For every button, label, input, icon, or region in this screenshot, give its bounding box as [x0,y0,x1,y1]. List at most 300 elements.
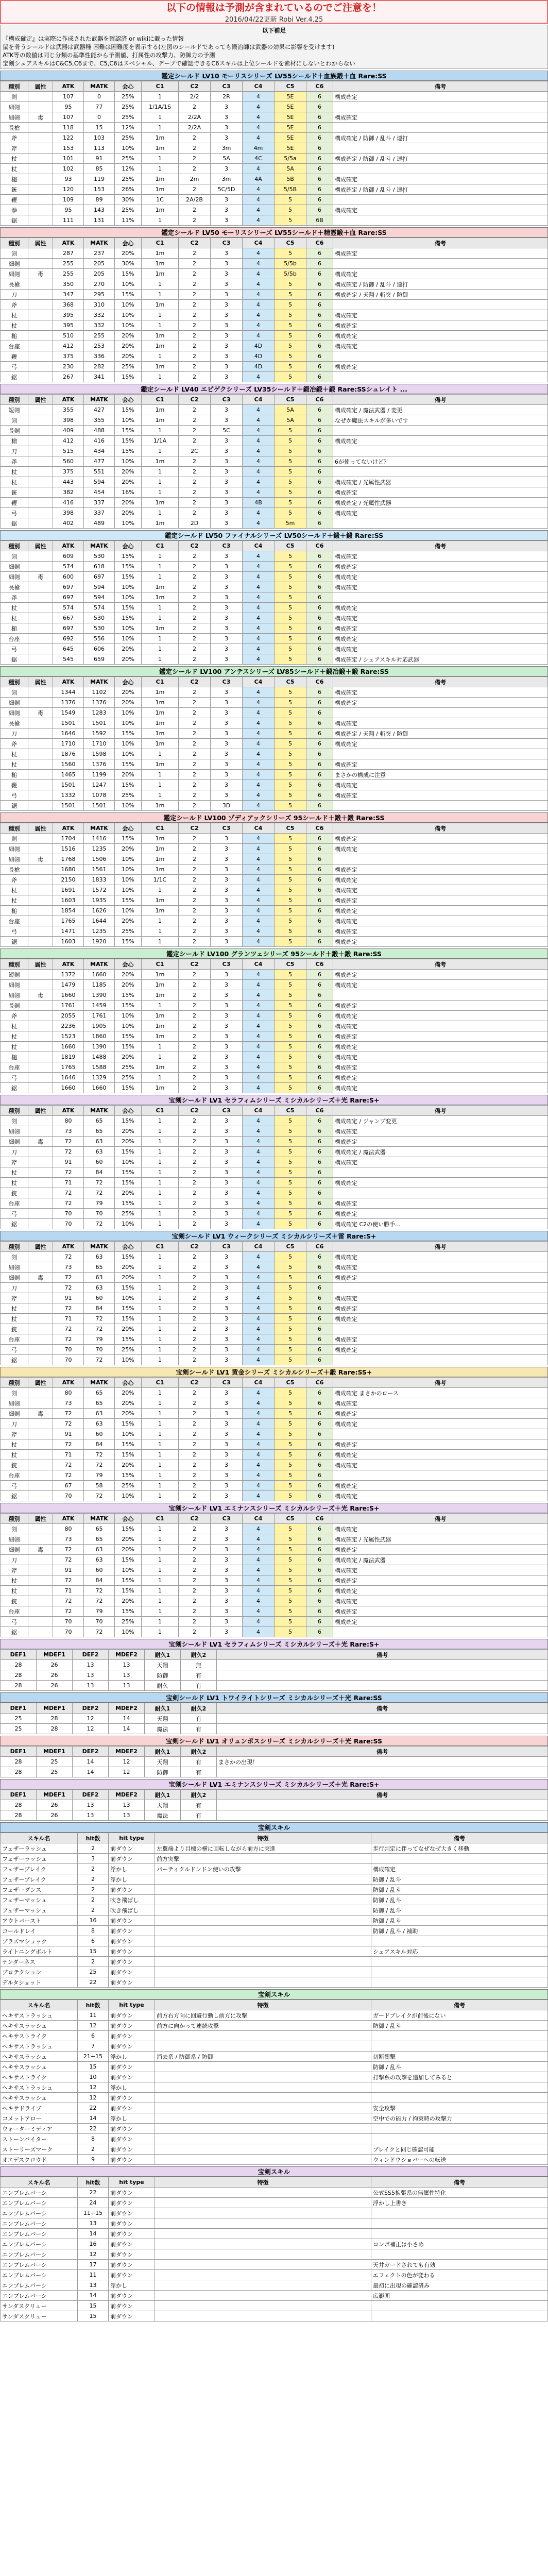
table-cell [333,164,548,174]
table-cell: 2 [179,1345,211,1355]
table-cell: 3m [211,174,243,184]
table-cell: 17 [78,2260,109,2270]
table-row [1,456,548,467]
table-cell: 434 [84,446,115,456]
table-cell: 6 [306,749,333,759]
table-cell: 20% [115,1126,142,1137]
table-cell: 1 [142,572,179,582]
column-header: C3 [211,81,243,92]
table-cell: 4 [243,770,275,780]
column-header: MDEF1 [37,1703,73,1714]
table-cell: 1078 [84,790,115,801]
table-cell: 375 [53,351,84,362]
table-cell: 1 [142,1052,179,1062]
table-cell: 5 [275,1083,306,1093]
section-title: 宝剣シールド LV1 オリュンポスシリーズ ミシカルシリーズ＋光 Rare:SS [0,1736,548,1746]
table-cell: 前方突撃 [155,1854,371,1864]
table-cell: 4 [243,1157,275,1167]
table-row [1,2010,548,2021]
table-cell: 409 [53,426,84,436]
table-cell: 鋸 [1,1355,28,1365]
table-cell: 1m [142,341,179,351]
table-cell: 前ダウン [109,2249,155,2260]
table-cell: エンブレムバーシ [1,2291,78,2301]
table-cell: 20% [115,467,142,477]
table-cell: 10% [115,865,142,875]
table-cell: 20% [115,351,142,362]
column-header: 備考 [371,1833,548,1843]
table-cell: 20% [115,1388,142,1398]
table-cell: 2/2A [179,123,211,133]
table-cell: 3 [211,1252,243,1262]
table-cell: 15% [115,1439,142,1450]
table-cell [371,2082,548,2093]
column-header: 備考 [333,677,548,687]
table-cell: 1 [142,1606,179,1617]
table-cell: 10% [115,739,142,749]
table-cell: 2R [211,92,243,102]
table-cell: エンブレムバーシ [1,2218,78,2229]
table-cell: 14 [109,1714,145,1724]
table-row [1,1409,548,1419]
table-cell: 3 [211,1439,243,1450]
table-cell [28,1398,53,1409]
column-header: 会心 [115,823,142,834]
table-cell: 杖 [1,613,28,623]
table-cell: 618 [84,562,115,572]
table-cell: 3 [211,834,243,844]
table-row [1,2291,548,2301]
column-header: 特徴 [155,2177,371,2188]
table-cell: 20% [115,477,142,487]
table-cell: 有 [181,1810,217,1821]
table-cell: 5 [275,205,306,215]
table-cell: 2 [179,1021,211,1031]
table-cell: 153 [53,143,84,154]
table-header-row [1,1514,548,1524]
table-cell: 13 [73,1660,109,1670]
table-cell: 1 [142,1627,179,1637]
table-cell: 1 [142,1388,179,1398]
column-header: ATK [53,1378,84,1388]
table-cell: 6 [306,1324,333,1334]
table-row [1,1895,548,1905]
table-cell: 270 [84,279,115,290]
table-cell [28,906,53,916]
table-cell: コンボ補正は小さめ [371,2239,548,2249]
table-cell [333,143,548,154]
table-cell: 6 [306,739,333,749]
table-cell: 73 [53,1398,84,1409]
table-cell: 前ダウン [109,2218,155,2229]
table-cell: 剣 [1,248,28,259]
table-cell: 3 [211,906,243,916]
table-cell: 600 [53,572,84,582]
table-cell: 3 [211,854,243,865]
table-cell: 1m [142,405,179,415]
table-cell: 6 [306,1303,333,1314]
table-cell: 3 [211,1219,243,1229]
data-table [0,540,548,665]
table-cell: 4 [243,1021,275,1031]
table-cell: 24 [78,2198,109,2208]
table-cell: 2 [179,405,211,415]
column-header: 属性 [28,541,53,551]
table-cell: 79 [84,1334,115,1345]
info-line: 『構成確定』は実際に作成された武器を確認済 or wikiに載った情報 [3,35,184,42]
table-cell: 1860 [84,1031,115,1042]
table-cell: 2 [179,154,211,164]
table-cell [28,1167,53,1178]
table-cell: 1390 [84,990,115,1001]
table-row [1,1262,548,1273]
table-cell: 5 [275,926,306,937]
table-cell: 10% [115,300,142,310]
table-cell: 4 [243,456,275,467]
table-cell: 6 [306,1409,333,1419]
table-cell [155,2188,371,2198]
table-cell: 6 [306,906,333,916]
table-cell: 6 [306,770,333,780]
table-cell: 3 [211,937,243,947]
column-header: C1 [142,1242,179,1252]
table-cell: 1905 [84,1021,115,1031]
table-row [1,895,548,906]
table-cell: ストーリーズマーク [1,2144,78,2155]
table-cell: 4 [243,1262,275,1273]
column-header: 備考 [333,81,548,92]
table-cell: 1 [142,780,179,790]
table-cell: 4 [243,1481,275,1491]
table-cell: 14 [109,1724,145,1734]
table-cell: 1 [142,770,179,780]
table-cell: 2 [179,1042,211,1052]
table-cell: 毒 [28,1409,53,1419]
table-cell: 有 [181,1757,217,1767]
column-header: 備考 [333,541,548,551]
table-cell: 4 [243,477,275,487]
table-cell: 395 [53,320,84,331]
table-row [1,1627,548,1637]
table-cell: 5 [275,865,306,875]
table-cell: 30% [115,195,142,205]
table-cell: 4 [243,1324,275,1334]
column-header: 会心 [115,677,142,687]
table-cell: 細剣 [1,1545,28,1555]
table-cell [28,1439,53,1450]
table-cell: 構成確定 まさかのロース [333,1388,548,1398]
table-cell: 530 [84,613,115,623]
table-cell: 5 [275,1388,306,1398]
table-cell: 8 [78,2134,109,2144]
table-cell: 1m [142,1031,179,1042]
table-cell: 前ダウン [109,2031,155,2041]
table-cell: 1 [142,92,179,102]
table-cell: 6 [306,1334,333,1345]
table-cell [28,770,53,780]
table-cell: 5 [275,1398,306,1409]
table-cell: 構成確定 [333,1042,548,1052]
table-header-row [1,1833,548,1843]
table-cell: 5E [275,92,306,102]
table-cell [155,2134,371,2144]
table-cell: 3 [211,1596,243,1606]
table-cell: 5A [275,405,306,415]
table-cell: 2 [78,1885,109,1895]
table-cell: 構成確定 [333,1460,548,1470]
table-cell: 72 [53,1470,84,1481]
table-cell: 6 [306,92,333,102]
data-table [0,1241,548,1365]
table-cell: 10% [115,1429,142,1439]
table-cell: アウトバースト [1,1916,78,1926]
table-cell: 3 [211,644,243,654]
table-cell: 2 [179,582,211,592]
column-header: 備考 [217,1703,548,1714]
table-cell: 構成確定 [333,436,548,446]
table-cell: 26 [37,1670,73,1681]
table-cell: 594 [84,582,115,592]
table-cell: 6 [306,487,333,498]
table-cell: 2 [179,1555,211,1565]
table-cell [28,1083,53,1093]
table-cell: 防御 / 乱斗 [371,1905,548,1916]
table-cell: 22 [78,2103,109,2113]
table-cell: 95 [53,102,84,112]
table-cell: 3 [211,1137,243,1147]
table-cell: 3 [211,875,243,885]
table-cell: 浮かし上書き [371,2198,548,2208]
table-cell: 15% [115,1167,142,1178]
table-cell: 5 [275,215,306,226]
table-cell: 295 [84,290,115,300]
table-cell [28,164,53,174]
table-cell: 5 [275,854,306,865]
table-cell: 5 [275,654,306,665]
table-cell: 前ダウン [109,2010,155,2021]
table-cell: 歩行判定に伴ってなぜなぜ大きく移動 [371,1843,548,1854]
table-cell [371,2301,548,2311]
table-row [1,1252,548,1262]
table-cell: コールドレイ [1,1926,78,1936]
info-box [0,25,548,69]
table-cell: 15% [115,1334,142,1345]
table-row [1,801,548,811]
table-cell: 5 [275,1157,306,1167]
table-cell: 3 [211,1283,243,1293]
column-header: C6 [306,677,333,687]
table-cell: 2 [179,749,211,759]
table-cell: ヘキサスラッシュ [1,2021,78,2031]
table-cell: 1479 [53,980,84,990]
table-cell: 細剣 [1,698,28,708]
table-row [1,1874,548,1885]
table-cell: 25% [115,205,142,215]
table-cell: 3 [211,1429,243,1439]
table-cell: 細剣 [1,708,28,718]
table-cell: 3 [211,634,243,644]
table-cell: 3 [211,1021,243,1031]
table-cell [28,405,53,415]
table-cell: 6 [306,477,333,487]
table-cell: 72 [53,1596,84,1606]
table-cell: 0 [84,92,115,102]
column-header: 属性 [28,1106,53,1116]
table-cell [28,1283,53,1293]
table-cell: 前ダウン [109,2198,155,2208]
table-cell [333,1324,548,1334]
table-cell [155,2082,371,2093]
column-header: hit type [109,2177,155,2188]
table-cell: 前ダウン [109,1977,155,1988]
column-header: MATK [84,81,115,92]
table-cell [28,1355,53,1365]
table-cell: 弓 [1,926,28,937]
table-cell: 15% [115,1555,142,1565]
table-cell: 1 [142,551,179,562]
table-cell: 4 [243,1052,275,1062]
table-cell: 10% [115,749,142,759]
table-cell [28,801,53,811]
table-cell: 構成確定 [333,739,548,749]
table-cell [28,1388,53,1398]
section-title: 宝剣スキル [0,2166,548,2177]
table-cell: 前ダウン [109,2093,155,2103]
table-cell: 2 [179,248,211,259]
table-cell: 1/1C [142,875,179,885]
table-cell: 3 [211,780,243,790]
table-row [1,1178,548,1188]
table-cell: 2 [179,854,211,865]
table-cell: 1 [142,1534,179,1545]
table-cell: 3 [211,1617,243,1627]
table-cell: 1765 [53,1062,84,1073]
table-cell: 14 [73,1757,109,1767]
data-table [0,1377,548,1501]
table-cell: 構成確定 [333,926,548,937]
column-header: C2 [179,81,211,92]
table-cell [28,1419,53,1429]
table-cell: 3 [211,728,243,739]
section-title: 宝剣スキル [0,1822,548,1833]
table-cell: 6 [306,362,333,372]
table-cell: 1102 [84,687,115,698]
table-cell: 25% [115,112,142,123]
column-header: C3 [211,238,243,248]
column-header: 属性 [28,238,53,248]
table-cell [28,92,53,102]
table-cell: 3 [211,248,243,259]
table-cell: 107 [53,112,84,123]
table-cell: 2 [179,1188,211,1198]
table-cell: 2 [179,259,211,269]
table-cell: 2 [179,1596,211,1606]
column-header: 耐久1 [145,1747,181,1757]
column-header: ATK [53,1514,84,1524]
table-row [1,906,548,916]
table-row [1,405,548,415]
table-cell [155,2249,371,2260]
table-cell: 浮かし [109,2280,155,2291]
table-cell: 6 [306,1555,333,1565]
table-cell: 弓 [1,790,28,801]
table-cell: 1501 [53,780,84,790]
table-cell: 刀 [1,1147,28,1157]
table-cell: 構成確定 / 防御 / 乱斗 / 連打 [333,184,548,195]
table-cell: 杖 [1,759,28,770]
table-cell: 5 [275,1419,306,1429]
table-row [1,415,548,426]
table-cell [155,2229,371,2239]
table-cell: 1 [142,654,179,665]
table-cell: 2 [78,1957,109,1967]
table-cell: 6が使ってないけど？ [333,456,548,467]
table-cell [333,446,548,456]
column-header: 属性 [28,395,53,405]
table-cell: 1416 [84,834,115,844]
table-cell [28,290,53,300]
table-cell: 72 [53,1198,84,1209]
table-cell: 前ダウン [109,2062,155,2072]
table-cell: 3 [211,1324,243,1334]
table-row [1,2144,548,2155]
table-cell: 26 [37,1681,73,1691]
table-cell: 構成確定 [333,1575,548,1586]
table-cell: 4 [243,1283,275,1293]
column-header: C1 [142,81,179,92]
column-header: C4 [243,1106,275,1116]
table-cell: 1 [142,372,179,382]
table-cell: 台座 [1,341,28,351]
table-cell: 4 [243,1450,275,1460]
table-cell [28,456,53,467]
table-cell: 細剣 [1,562,28,572]
table-cell: 72 [84,1324,115,1334]
table-cell: 15% [115,1042,142,1052]
table-cell: 5 [275,1586,306,1596]
table-cell: 防御 / 乱斗 [371,2062,548,2072]
table-cell: 構成確定 [333,834,548,844]
table-cell: 3 [211,102,243,112]
table-cell: 1m [142,698,179,708]
table-row [1,916,548,926]
table-cell: 72 [53,1545,84,1555]
table-cell: 4 [243,1126,275,1137]
table-cell: 20% [115,844,142,854]
table-cell: 2 [179,205,211,215]
table-cell: 6 [306,1209,333,1219]
section-title: 鑑定シールド LV50 ファイナルシリーズ LV50シールド＋鍛＋鍛 Rare:SS [0,530,548,540]
table-cell: 3 [211,1198,243,1209]
table-cell [28,1157,53,1167]
table-cell: ヘキサドライブ [1,2103,78,2113]
table-cell: 1m [142,1083,179,1093]
table-cell: 65 [84,1116,115,1126]
column-header: 耐久2 [181,1650,217,1660]
table-cell: 3 [211,790,243,801]
table-cell: 15% [115,1303,142,1314]
column-header: C6 [306,959,333,970]
table-row [1,1670,548,1681]
table-cell [155,2280,371,2291]
table-cell: 4 [243,562,275,572]
table-cell: 4B [243,498,275,508]
table-cell: 天翔 [145,1757,181,1767]
table-cell: 4 [243,623,275,634]
section-title: 宝剣シールド LV1 ウィークシリーズ ミシカルシリーズ＋雷 Rare:S+ [0,1231,548,1241]
table-cell: 2 [179,1303,211,1314]
column-header: hit type [109,1833,155,1843]
